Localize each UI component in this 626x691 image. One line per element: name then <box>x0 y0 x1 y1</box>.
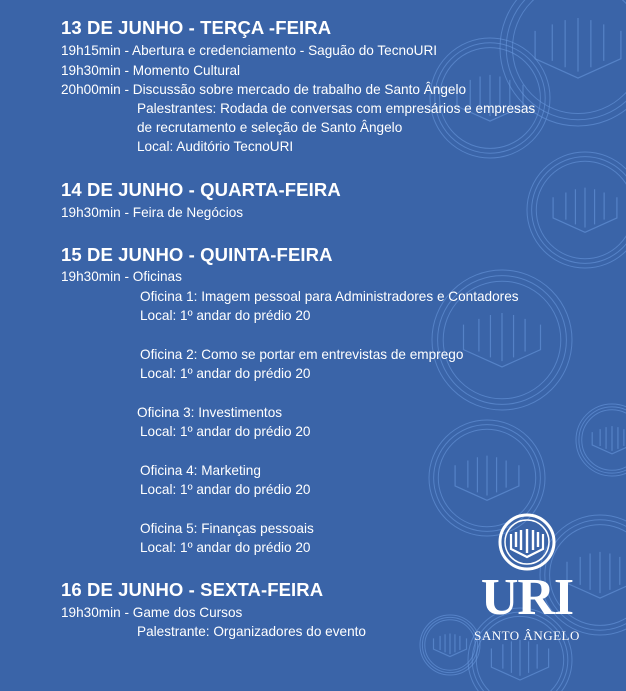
day-title-14-junho: 14 DE JUNHO - QUARTA-FEIRA <box>61 179 341 200</box>
schedule-line: 19h30min - Momento Cultural <box>61 63 241 78</box>
schedule-line: Local: 1º andar do prédio 20 <box>140 424 311 439</box>
schedule-line: Oficina 5: Finanças pessoais <box>140 521 314 536</box>
day-title-16-junho: 16 DE JUNHO - SEXTA-FEIRA <box>61 579 324 600</box>
schedule-line: Palestrantes: Rodada de conversas com empresários e empresas <box>137 101 536 116</box>
day-title-15-junho: 15 DE JUNHO - QUINTA-FEIRA <box>61 244 333 265</box>
schedule-line: Oficina 3: Investimentos <box>137 405 283 420</box>
schedule-line: 20h00min - Discussão sobre mercado de trabalho de Santo Ângelo <box>61 82 467 97</box>
schedule-line: 19h30min - Feira de Negócios <box>61 205 244 220</box>
schedule-line: Palestrante: Organizadores do evento <box>137 624 366 639</box>
day-title-13-junho: 13 DE JUNHO - TERÇA -FEIRA <box>61 17 332 38</box>
schedule-line: Local: 1º andar do prédio 20 <box>140 482 311 497</box>
logo-wordmark: URI <box>480 569 574 626</box>
logo-subtitle: SANTO ÂNGELO <box>474 628 580 643</box>
schedule-line: Oficina 1: Imagem pessoal para Administradores e Contadores <box>140 289 519 304</box>
schedule-line: Oficina 4: Marketing <box>140 463 261 478</box>
schedule-line: Oficina 2: Como se portar em entrevistas de emprego <box>140 347 464 362</box>
schedule-line: Local: 1º andar do prédio 20 <box>140 366 311 381</box>
schedule-line: Local: 1º andar do prédio 20 <box>140 540 311 555</box>
schedule-line: Local: Auditório TecnoURI <box>137 139 294 154</box>
uri-logo <box>472 512 582 652</box>
book-emblem-icon <box>497 512 557 572</box>
schedule-line: de recrutamento e seleção de Santo Ângelo <box>137 120 403 135</box>
schedule-line: 19h30min - Game dos Cursos <box>61 605 243 620</box>
schedule-line: Local: 1º andar do prédio 20 <box>140 308 311 323</box>
schedule-line: 19h30min - Oficinas <box>61 269 182 284</box>
schedule-line: 19h15min - Abertura e credenciamento - Saguão do TecnoURI <box>61 43 438 58</box>
